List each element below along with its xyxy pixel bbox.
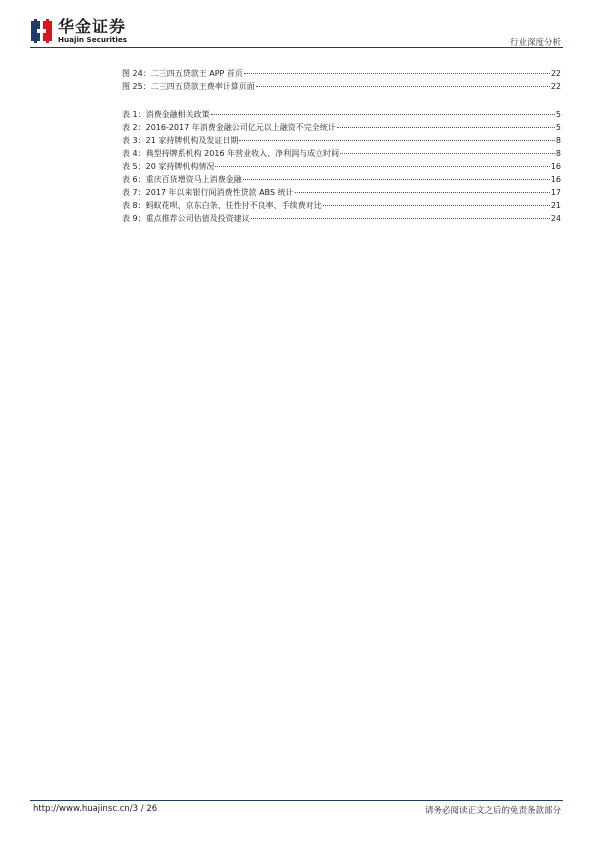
toc-page-number: 8: [555, 148, 561, 158]
toc-page-number: 24: [550, 214, 561, 224]
page-header: [0, 0, 595, 48]
toc-table-entry[interactable]: [122, 212, 561, 225]
toc-entry-title: 表 8：蚂蚁花呗、京东白条、任性付不良率、手续费对比: [122, 201, 322, 211]
section-gap: [122, 93, 561, 108]
toc-entry-title: 表 6：重庆百货增资马上消费金融: [122, 175, 242, 185]
toc-page-number: 5: [555, 109, 561, 119]
dot-leader: [211, 108, 555, 115]
company-logo: [31, 19, 141, 45]
huajin-logo-icon: [31, 19, 53, 43]
toc-page-number: 17: [550, 188, 561, 198]
footer-divider: [30, 800, 563, 801]
toc-entry-title: 图 24：二三四五贷款王 APP 首页: [122, 69, 243, 78]
dot-leader: [337, 121, 555, 128]
toc-entry-title: 表 2：2016-2017 年消费金融公司亿元以上融资不完全统计: [122, 122, 336, 132]
toc-entry-title: 图 25：二三四五贷款王费率计算页面: [122, 82, 255, 92]
toc-figure-entry[interactable]: [122, 80, 561, 93]
dot-leader: [295, 186, 550, 193]
dot-leader: [340, 147, 555, 154]
toc-entry-title: 表 4：典型持牌系机构 2016 年营业收入、净利润与成立时间: [122, 148, 340, 158]
toc-page-number: 22: [550, 82, 561, 92]
dot-leader: [244, 67, 550, 74]
dot-leader: [251, 212, 550, 219]
figure-list: [122, 67, 561, 93]
toc-page-number: 5: [555, 122, 561, 132]
toc-page-number: 8: [555, 135, 561, 145]
dot-leader: [215, 160, 549, 167]
table-list: [122, 108, 561, 226]
logo-text-english: Huajin Securities: [58, 35, 128, 44]
footer-disclaimer: 请务必阅读正文之后的免责条款部分: [424, 806, 561, 816]
toc-table-entry[interactable]: [122, 173, 561, 186]
footer-url-page-number[interactable]: http://www.huajinsc.cn/3 / 26: [33, 804, 158, 814]
toc-table-entry[interactable]: [122, 134, 561, 147]
toc-entry-title: 表 5：20 家持牌机构情况: [122, 162, 215, 172]
dot-leader: [243, 173, 550, 180]
toc-table-entry[interactable]: [122, 108, 561, 121]
toc-entry-title: 表 3：21 家持牌机构及发证日期: [122, 135, 239, 145]
toc-table-entry[interactable]: [122, 160, 561, 173]
toc-entry-title: 表 9：重点推荐公司估值及投资建议: [122, 214, 250, 224]
toc-entry-title: 表 7：2017 年以来银行间消费性贷款 ABS 统计: [122, 188, 294, 198]
dot-leader: [256, 80, 550, 87]
toc-table-entry[interactable]: [122, 199, 561, 212]
toc-page-number: 16: [550, 175, 561, 185]
toc-table-entry[interactable]: [122, 121, 561, 134]
toc-entry-title: 表 1：消费金融相关政策: [122, 109, 210, 119]
toc-page-number: 16: [550, 162, 561, 172]
logo-text-chinese: 华金证券: [58, 17, 127, 36]
report-type-title: 行业深度分析: [509, 38, 561, 48]
table-of-contents: [122, 67, 561, 226]
toc-table-entry[interactable]: [122, 186, 561, 199]
toc-figure-entry[interactable]: [122, 67, 561, 80]
toc-page-number: 21: [550, 201, 561, 211]
header-divider: [30, 47, 563, 48]
dot-leader: [323, 199, 550, 206]
toc-page-number: 22: [550, 69, 561, 78]
toc-table-entry[interactable]: [122, 147, 561, 160]
dot-leader: [239, 134, 555, 141]
